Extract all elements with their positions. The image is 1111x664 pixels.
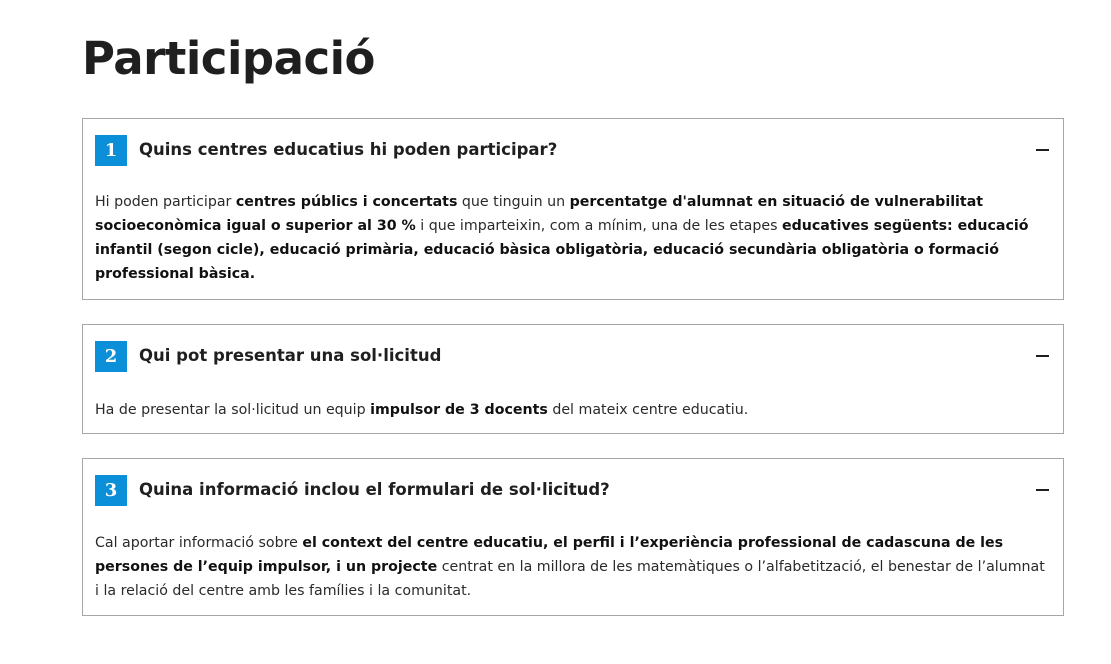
accordion-header-2[interactable] [83,325,1063,387]
body-text: i que imparteixin, com a mínim, una de les etapes [415,218,782,234]
body-text: que tinguin un [457,194,570,210]
accordion-number-badge: 1 [95,135,127,166]
body-text: centrat en la millora de les matemàtiques o l’alfabetització, el benestar de l’alumnat i la relació del centre amb les famílies i la comunitat. [95,559,1045,599]
accordion-number-badge: 2 [95,341,127,372]
body-text: Ha de presentar la sol·licitud un equip [95,402,371,418]
minus-icon[interactable] [1036,355,1049,357]
accordion-item-3 [82,458,1064,616]
accordion-title[interactable]: Quins centres educatius hi poden participar? [139,140,558,159]
accordion-body [95,190,1049,286]
body-text: del mateix centre educatiu. [547,402,749,418]
accordion-title[interactable]: Qui pot presentar una sol·licitud [139,346,442,365]
accordion-title[interactable]: Quina informació inclou el formulari de sol·licitud? [139,480,610,499]
body-text-bold: educatives següents: educació infantil (segon cicle), educació primària, educació bàsica obligatòria, educació secundària obligatòria o formació professional bàsica. [95,218,1029,282]
accordion-body [95,398,1049,422]
accordion-item-2 [82,324,1064,434]
body-text-bold: el context del centre educatiu, el perfil i l’experiència professional de cadascuna de les persones de l’equip impulsor, i un projecte [95,535,1004,575]
body-text-bold: percentatge d'alumnat en situació de vulnerabilitat socioeconòmica igual o superior al 30 % [95,194,984,234]
minus-icon[interactable] [1036,149,1049,151]
body-text-bold: centres públics i concertats [235,194,458,210]
body-text: Hi poden participar [95,194,236,210]
body-text: Cal aportar informació sobre [95,535,303,551]
page-title: Participació [82,32,375,85]
accordion-header-3[interactable] [83,459,1063,521]
accordion-number-badge: 3 [95,475,127,506]
body-text-bold: impulsor de 3 docents [370,402,548,418]
minus-icon[interactable] [1036,489,1049,491]
accordion-item-1 [82,118,1064,300]
accordion-header-1[interactable] [83,119,1063,181]
accordion-body [95,531,1049,603]
